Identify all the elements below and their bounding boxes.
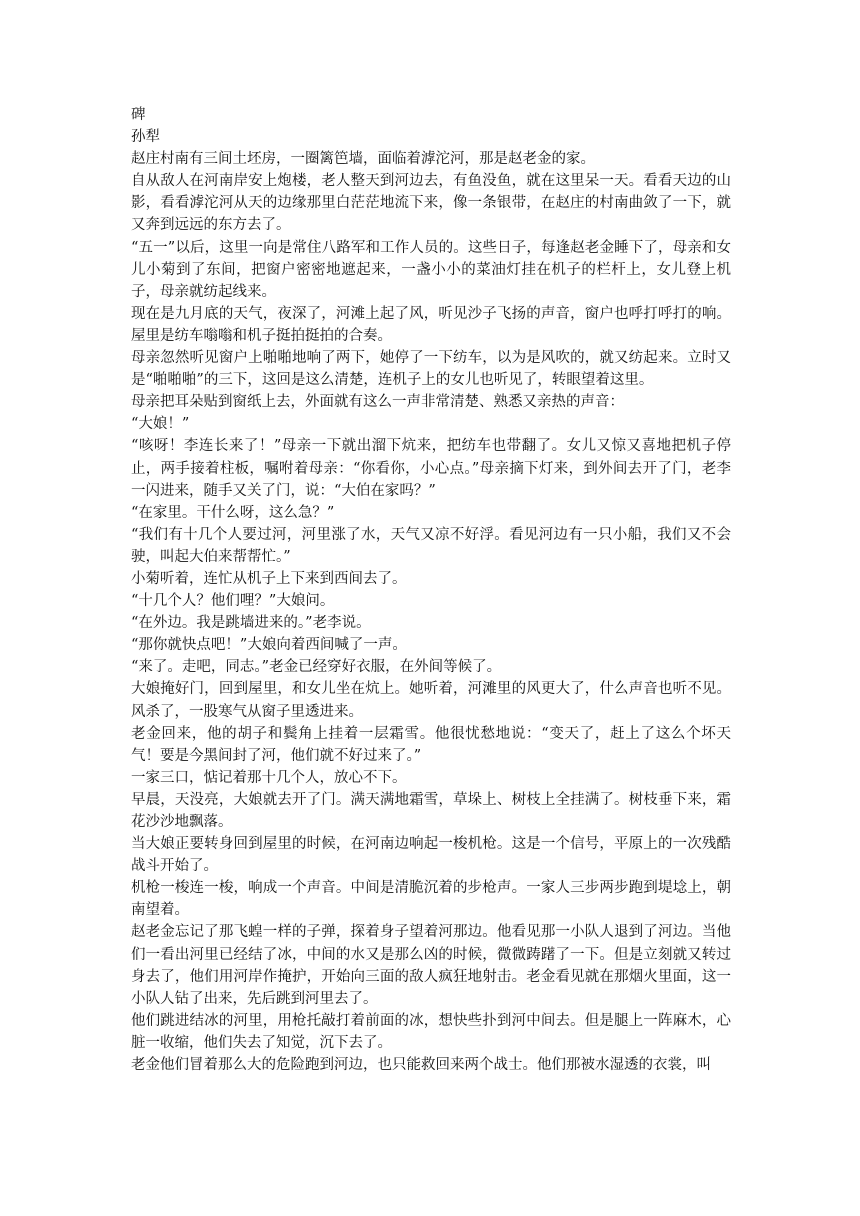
paragraph: “来了。走吧，同志。”老金已经穿好衣服，在外间等候了。: [131, 659, 502, 676]
paragraph: 小菊听着，连忙从机子上下来到西间去了。: [131, 570, 407, 587]
document-page: [131, 104, 731, 1076]
paragraph: “那你就快点吧！”大娘向着西间喊了一声。: [131, 637, 407, 654]
paragraph: “十几个人？他们哩？”大娘问。: [131, 593, 335, 610]
paragraph: 母亲忽然听见窗户上啪啪地响了两下，她停了一下纺车，以为是风吹的，就又纺起来。立时又是“啪啪啪”的三下，这回是这么清楚，连机子上的女儿也听见了，转眼望着这里。: [131, 350, 731, 389]
paragraph: “大娘！”: [131, 416, 190, 433]
paragraph: 母亲把耳朵贴到窗纸上去，外面就有这么一声非常清楚、熟悉又亲热的声音：: [131, 394, 624, 411]
paragraph: 赵老金忘记了那飞蝗一样的子弹，探着身子望着河那边。他看见那一小队人退到了河边。当他们一看出河里已经结了冰，中间的水又是那么凶的时候，微微踌躇了一下。但是立刻就又转过身去了，他们用河岸作掩护，开始向三面的敌人疯狂地射击。老金看见就在那烟火里面，这一小队人钻了出来，先后跳到河里去了。: [131, 924, 731, 1007]
paragraph: “咳呀！李连长来了！”母亲一下就出溜下炕来，把纺车也带翻了。女儿又惊又喜地把机子停止，两手接着柱板，嘱咐着母亲：“你看你，小心点。”母亲摘下灯来，到外间去开了门，老李一闪进来，随手又关了门，说：“大伯在家吗？”: [131, 438, 731, 499]
paragraph: “五一”以后，这里一向是常住八路军和工作人员的。这些日子，每逢赵老金睡下了，母亲和女儿小菊到了东间，把窗户密密地遮起来，一盏小小的菜油灯挂在机子的栏杆上，女儿登上机子，母亲就纺起线来。: [131, 239, 731, 300]
paragraph: 自从敌人在河南岸安上炮楼，老人整天到河边去，有鱼没鱼，就在这里呆一天。看看天边的山影，看看滹沱河从天的边缘那里白茫茫地流下来，像一条银带，在赵庄的村南曲敛了一下，就又奔到远远的东方去了。: [131, 173, 731, 234]
paragraph: 一家三口，惦记着那十几个人，放心不下。: [131, 769, 407, 786]
paragraph: 现在是九月底的天气，夜深了，河滩上起了风，听见沙子飞扬的声音，窗户也呼打呼打的响。屋里是纺车嗡嗡和机子挺拍挺拍的合奏。: [131, 305, 731, 344]
paragraph: “在家里。干什么呀，这么急？”: [131, 504, 335, 521]
paragraph: 大娘掩好门，回到屋里，和女儿坐在炕上。她听着，河滩里的风更大了，什么声音也听不见。风杀了，一股寒气从窗子里透进来。: [131, 681, 731, 720]
document-author: 孙犁: [131, 129, 160, 146]
paragraph: 老金回来，他的胡子和鬓角上挂着一层霜雪。他很忧愁地说：“变天了，赶上了这么个坏天气！要是今黑间封了河，他们就不好过来了。”: [131, 725, 731, 764]
document-title: 碑: [131, 107, 146, 123]
paragraph: 机枪一梭连一梭，响成一个声音。中间是清脆沉着的步枪声。一家人三步两步跑到堤埝上，朝南望着。: [131, 880, 731, 919]
paragraph: 他们跳进结冰的河里，用枪托敲打着前面的冰，想快些扑到河中间去。但是腿上一阵麻木，心脏一收缩，他们失去了知觉，沉下去了。: [131, 1012, 731, 1051]
paragraph: 当大娘正要转身回到屋里的时候，在河南边响起一梭机枪。这是一个信号，平原上的一次残酷战斗开始了。: [131, 836, 731, 875]
paragraph: “在外边。我是跳墙进来的。”老李说。: [131, 615, 371, 632]
paragraph: 赵庄村南有三间土坯房，一圈篱笆墙，面临着滹沱河，那是赵老金的家。: [131, 151, 595, 168]
paragraph: 老金他们冒着那么大的危险跑到河边，也只能救回来两个战士。他们那被水湿透的衣裳，叫: [131, 1057, 711, 1074]
paragraph: “我们有十几个人要过河，河里涨了水，天气又凉不好浮。看见河边有一只小船，我们又不会驶，叫起大伯来帮帮忙。”: [131, 526, 731, 565]
paragraph: 早晨，天没亮，大娘就去开了门。满天满地霜雪，草垛上、树枝上全挂满了。树枝垂下来，霜花沙沙地飘落。: [131, 791, 731, 830]
